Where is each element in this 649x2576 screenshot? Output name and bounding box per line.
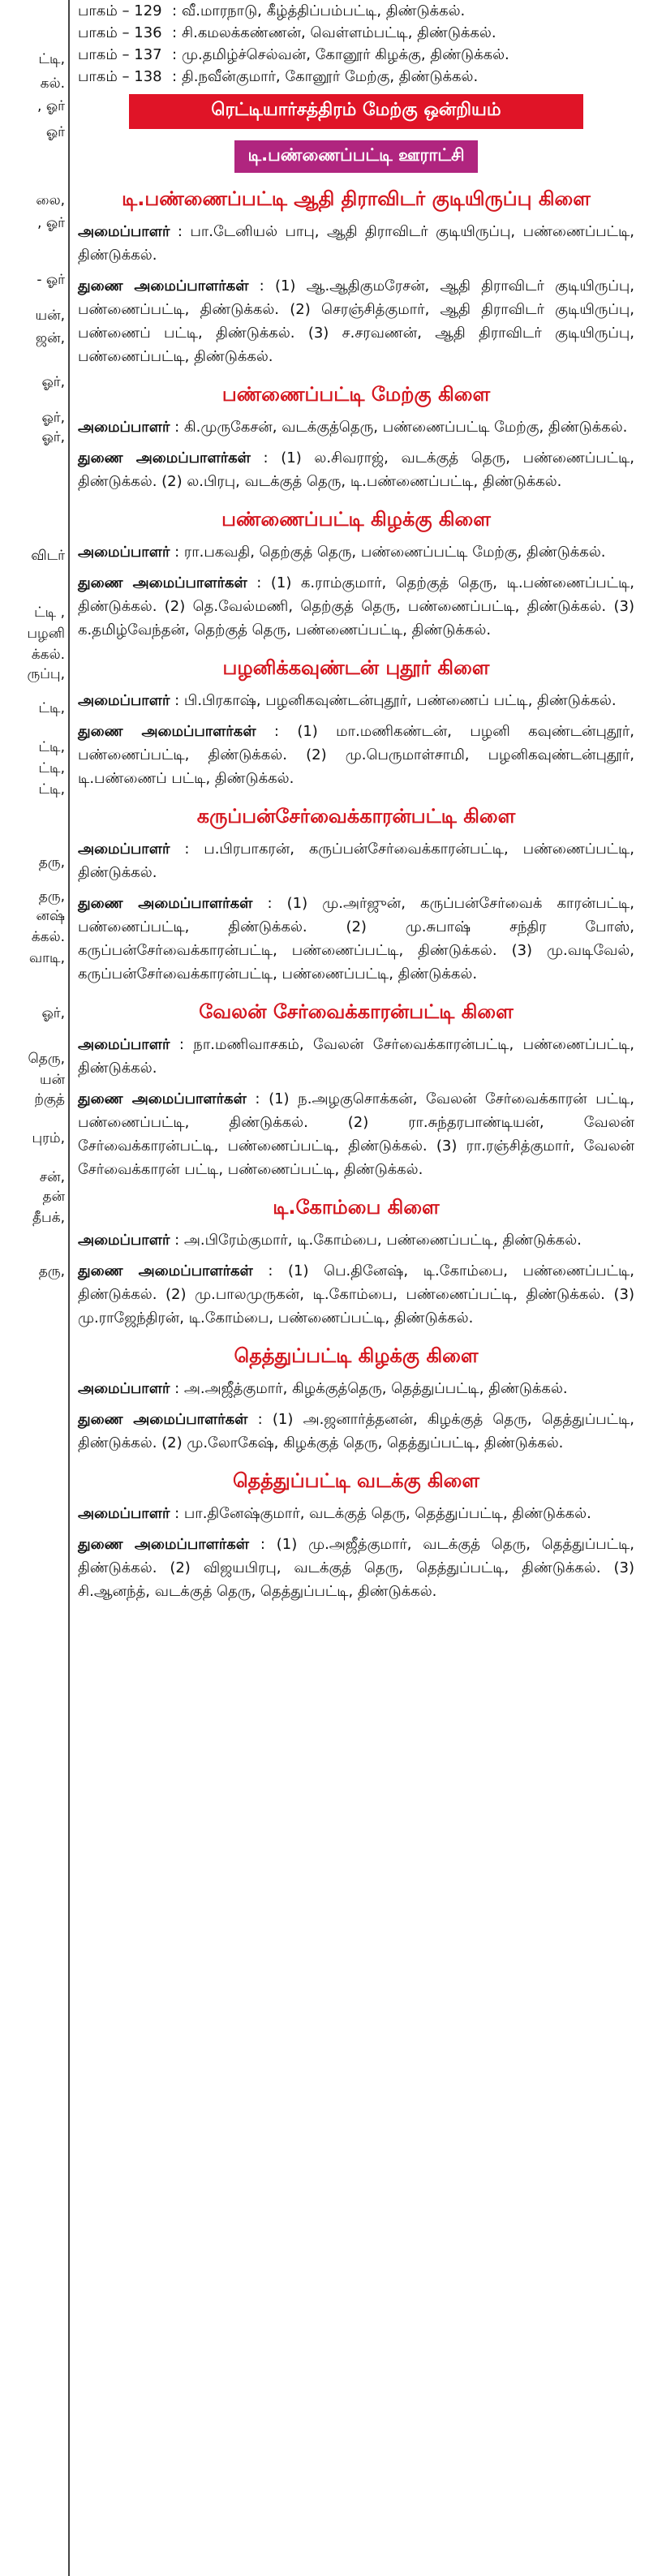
branch-section (78, 1194, 634, 1330)
booth-separator: : (171, 46, 178, 63)
left-column-fragment: யன் (39, 1072, 65, 1088)
left-column-fragment: ட்டி, (38, 739, 65, 755)
deputy-paragraph (78, 274, 634, 368)
branch-title: பண்ணைப்பட்டி கிழக்கு கிளை (221, 508, 491, 531)
left-column-fragment: கல். (40, 75, 65, 92)
left-column-fragment: யன், (35, 307, 65, 324)
organizer-label: அமைப்பாளர் (78, 841, 170, 858)
left-column-fragment: க்கல். (31, 929, 65, 945)
left-column-fragment: , ஓர் (37, 98, 65, 114)
organizer-paragraph (78, 1502, 634, 1525)
booth-number: பாகம் – 129 (78, 2, 162, 19)
left-column-fragment: - ஓர் (37, 272, 65, 288)
booth-entry (78, 44, 634, 66)
left-column-fragment: ட்டி, (38, 700, 65, 716)
organizer-names: : ப.பிரபாகரன், கருப்பன்சேர்வைக்காரன்பட்டி, பண்ணைப்பட்டி, திண்டுக்கல். (78, 841, 634, 881)
left-column-fragment: ட்டி , (34, 604, 65, 621)
organizer-names: : பி.பிரகாஷ், பழனிகவுண்டன்புதூர், பண்ணைப் பட்டி, திண்டுக்கல். (174, 692, 617, 709)
deputy-paragraph (78, 571, 634, 642)
organizer-names: : அ.பிரேம்குமார், டி.கோம்பை, பண்ணைப்பட்டி, திண்டுக்கல். (174, 1232, 582, 1249)
left-column-fragment: ஜன், (35, 330, 65, 346)
left-column-fragment: சன், (39, 1169, 65, 1185)
branch-list (78, 186, 634, 1603)
main-column (78, 0, 634, 1611)
branch-title: பண்ணைப்பட்டி மேற்கு கிளை (221, 383, 491, 406)
left-column-fragment: லை, (36, 192, 65, 209)
left-column-fragment: ஓர், (41, 429, 65, 445)
organizer-label: அமைப்பாளர் (78, 1232, 170, 1249)
organizer-paragraph (78, 540, 634, 564)
branch-title: வேலன் சேர்வைக்காரன்பட்டி கிளை (199, 1000, 514, 1023)
left-column-fragment: ஓர், (41, 374, 65, 390)
organizer-paragraph (78, 1033, 634, 1080)
deputy-paragraph (78, 1533, 634, 1603)
booth-separator: : (171, 2, 178, 19)
organizer-paragraph (78, 837, 634, 884)
deputy-label: துணை அமைப்பாளர்கள் (78, 574, 247, 591)
left-column-fragment: ஓர், (41, 1005, 65, 1021)
deputy-paragraph (78, 892, 634, 986)
deputy-names: : (1) அ.ஜனார்த்தனன், கிழக்குத் தெரு, தெத்துப்பட்டி, திண்டுக்கல். (2) மு.லோகேஷ், கிழக்குத் தெரு, தெத்துப்பட்டி, திண்டுக்கல். (78, 1411, 634, 1451)
organizer-names: : அ.அஜீத்குமார், கிழக்குத்தெரு, தெத்துப்பட்டி, திண்டுக்கல். (174, 1380, 568, 1397)
branch-section (78, 186, 634, 368)
branch-section (78, 803, 634, 986)
left-column-fragment: , ஓர் (37, 215, 65, 231)
left-column-fragment: தரு, (38, 1263, 65, 1279)
deputy-paragraph (78, 1259, 634, 1330)
organizer-names: : கி.முருகேசன், வடக்குத்தெரு, பண்ணைப்பட்டி மேற்கு, திண்டுக்கல். (174, 419, 628, 436)
deputy-label: துணை அமைப்பாளர்கள் (78, 1536, 250, 1553)
deputy-names: : (1) க.ராம்குமார், தெற்குத் தெரு, டி.பண்ணைப்பட்டி, திண்டுக்கல். (2) தெ.வேல்மணி, தெற்குத் தெரு, பண்ணைப்பட்டி, திண்டுக்கல். (3) க.தமிழ்வேந்தன், தெற்குத் தெரு, பண்ணைப்பட்டி, திண்டுக்கல். (78, 574, 634, 639)
deputy-names: : (1) ந.அழகுசொக்கன், வேலன் சேர்வைக்காரன் பட்டி, பண்ணைப்பட்டி, திண்டுக்கல். (2) ரா.சுந்தரபாண்டியன், வேலன் சேர்வைக்காரன்பட்டி, பண்ணைப்பட்டி, திண்டுக்கல். (3) ரா.ரஞ்சித்குமார், வேலன் சேர்வைக்காரன் பட்டி, பண்ணைப்பட்டி, திண்டுக்கல். (78, 1090, 634, 1178)
branch-title: கருப்பன்சேர்வைக்காரன்பட்டி கிளை (196, 805, 516, 828)
organizer-label: அமைப்பாளர் (78, 223, 170, 240)
booth-number: பாகம் – 136 (78, 24, 162, 41)
left-column-fragment: வாடி, (28, 950, 65, 966)
organizer-label: அமைப்பாளர் (78, 1505, 170, 1522)
branch-section (78, 381, 634, 493)
branch-section (78, 1468, 634, 1603)
left-column-fragment: தன் (42, 1189, 65, 1205)
left-column-fragment: ட்டி, (38, 51, 65, 67)
panchayat-banner: டி.பண்ணைப்பட்டி ஊராட்சி (234, 140, 478, 173)
deputy-paragraph (78, 720, 634, 790)
left-column-cropped (0, 0, 67, 2576)
left-column-fragment: ஓர், (41, 410, 65, 426)
left-column-fragment: தரு, (38, 854, 65, 871)
branch-title: தெத்துப்பட்டி கிழக்கு கிளை (234, 1344, 479, 1367)
branch-title: டி.கோம்பை கிளை (273, 1196, 440, 1219)
deputy-paragraph (78, 1087, 634, 1181)
organizer-names: : பா.தினேஷ்குமார், வடக்குத் தெரு, தெத்துப்பட்டி, திண்டுக்கல். (174, 1505, 591, 1522)
left-column-fragment: ட்டி, (38, 781, 65, 798)
organizer-paragraph (78, 415, 634, 439)
left-column-fragment: க்கல். (31, 647, 65, 663)
left-column-fragment: ற்குத் (34, 1091, 65, 1107)
left-column-fragment: தீபக், (32, 1210, 65, 1226)
deputy-names: : (1) மு.அர்ஜுன், கருப்பன்சேர்வைக் காரன்பட்டி, பண்ணைப்பட்டி, திண்டுக்கல். (2) மு.சுபாஷ் சந்திர போஸ், கருப்பன்சேர்வைக்காரன்பட்டி, பண்ணைப்பட்டி, திண்டுக்கல். (3) மு.வடிவேல், கருப்பன்சேர்வைக்காரன்பட்டி, பண்ணைப்பட்டி, திண்டுக்கல். (78, 895, 634, 983)
left-column-fragment: தெரு, (28, 1051, 65, 1067)
organizer-paragraph (78, 1228, 634, 1252)
branch-section (78, 1343, 634, 1455)
booth-entry (78, 22, 634, 44)
deputy-names: : (1) மு.அஜீத்குமார், வடக்குத் தெரு, தெத்துப்பட்டி, திண்டுக்கல். (2) விஜயபிரபு, வடக்குத் தெரு, தெத்துப்பட்டி, திண்டுக்கல். (3) சி.ஆனந்த், வடக்குத் தெரு, தெத்துப்பட்டி, திண்டுக்கல். (78, 1536, 634, 1600)
organizer-paragraph (78, 689, 634, 712)
booth-entry (78, 66, 634, 88)
column-divider (68, 0, 70, 2576)
deputy-paragraph (78, 446, 634, 493)
deputy-names: : (1) மா.மணிகண்டன், பழனி கவுண்டன்புதூர், பண்ணைப்பட்டி, திண்டுக்கல். (2) மு.பெருமாள்சாமி, பழனிகவுண்டன்புதூர், டி.பண்ணைப் பட்டி, திண்டுக்கல். (78, 723, 634, 787)
branch-title: பழனிக்கவுண்டன் புதூர் கிளை (222, 656, 490, 679)
booth-list (78, 0, 634, 88)
branch-title: தெத்துப்பட்டி வடக்கு கிளை (232, 1469, 480, 1492)
deputy-label: துணை அமைப்பாளர்கள் (78, 895, 253, 912)
booth-member: வீ.மாரநாடு, கீழ்த்திப்பம்பட்டி, திண்டுக்கல். (182, 2, 466, 19)
booth-member: தி.நவீன்குமார், கோனூர் மேற்கு, திண்டுக்கல். (182, 68, 479, 85)
booth-entry (78, 0, 634, 22)
left-column-fragment: ட்டி, (38, 760, 65, 776)
left-column-fragment: தரு, (38, 888, 65, 905)
booth-separator: : (171, 24, 178, 41)
booth-number: பாகம் – 137 (78, 46, 162, 63)
organizer-names: : ரா.பகவதி, தெற்குத் தெரு, பண்ணைப்பட்டி மேற்கு, திண்டுக்கல். (174, 544, 606, 561)
union-banner: ரெட்டியார்சத்திரம் மேற்கு ஒன்றியம் (129, 94, 583, 129)
deputy-names: : (1) ஆ.ஆதிகுமரேசன், ஆதி திராவிடர் குடியிருப்பு, பண்ணைப்பட்டி, திண்டுக்கல். (2) செரஞ்சித்குமார், ஆதி திராவிடர் குடியிருப்பு, பண்ணைப் பட்டி, திண்டுக்கல். (3) ச.சரவணன், ஆதி திராவிடர் குடியிருப்பு, பண்ணைப்பட்டி, திண்டுக்கல். (78, 277, 634, 365)
organizer-label: அமைப்பாளர் (78, 1036, 170, 1053)
booth-member: சி.கமலக்கண்ணன், வெள்ளம்பட்டி, திண்டுக்கல். (182, 24, 496, 41)
left-column-fragment: னஷ் (36, 908, 65, 924)
branch-title: டி.பண்ணைப்பட்டி ஆதி திராவிடர் குடியிருப்பு கிளை (122, 187, 591, 210)
organizer-names: : பா.டேனியல் பாபு, ஆதி திராவிடர் குடியிருப்பு, பண்ணைப்பட்டி, திண்டுக்கல். (78, 223, 634, 264)
deputy-label: துணை அமைப்பாளர்கள் (78, 723, 256, 740)
booth-separator: : (171, 68, 178, 85)
organizer-label: அமைப்பாளர் (78, 1380, 170, 1397)
booth-member: மு.தமிழ்ச்செல்வன், கோனூர் கிழக்கு, திண்டுக்கல். (182, 46, 509, 63)
left-column-fragment: விடர் (31, 548, 65, 564)
deputy-paragraph (78, 1408, 634, 1455)
deputy-names: : (1) பெ.தினேஷ், டி.கோம்பை, பண்ணைப்பட்டி, திண்டுக்கல். (2) மு.பாலமுருகன், டி.கோம்பை, பண்ணைப்பட்டி, திண்டுக்கல். (3) மு.ராஜேந்திரன், டி.கோம்பை, பண்ணைப்பட்டி, திண்டுக்கல். (78, 1262, 634, 1327)
organizer-label: அமைப்பாளர் (78, 692, 170, 709)
left-column-fragment: ஓர் (45, 124, 65, 140)
deputy-label: துணை அமைப்பாளர்கள் (78, 449, 251, 467)
deputy-label: துணை அமைப்பாளர்கள் (78, 1262, 253, 1279)
booth-number: பாகம் – 138 (78, 68, 162, 85)
deputy-label: துணை அமைப்பாளர்கள் (78, 1411, 248, 1428)
deputy-label: துணை அமைப்பாளர்கள் (78, 1090, 247, 1107)
deputy-names: : (1) ல.சிவராஜ், வடக்குத் தெரு, பண்ணைப்பட்டி, திண்டுக்கல். (2) ல.பிரபு, வடக்குத் தெரு, டி.பண்ணைப்பட்டி, திண்டுக்கல். (78, 449, 634, 490)
left-column-fragment: பழனி (27, 626, 65, 642)
organizer-paragraph (78, 1377, 634, 1400)
branch-section (78, 999, 634, 1181)
organizer-label: அமைப்பாளர் (78, 544, 170, 561)
organizer-names: : நா.மணிவாசகம், வேலன் சேர்வைக்காரன்பட்டி, பண்ணைப்பட்டி, திண்டுக்கல். (78, 1036, 634, 1077)
branch-section (78, 506, 634, 642)
branch-section (78, 655, 634, 790)
left-column-fragment: புரம், (32, 1130, 65, 1146)
left-column-fragment: ருப்பு, (27, 666, 65, 682)
organizer-label: அமைப்பாளர் (78, 419, 170, 436)
organizer-paragraph (78, 220, 634, 267)
deputy-label: துணை அமைப்பாளர்கள் (78, 277, 249, 295)
